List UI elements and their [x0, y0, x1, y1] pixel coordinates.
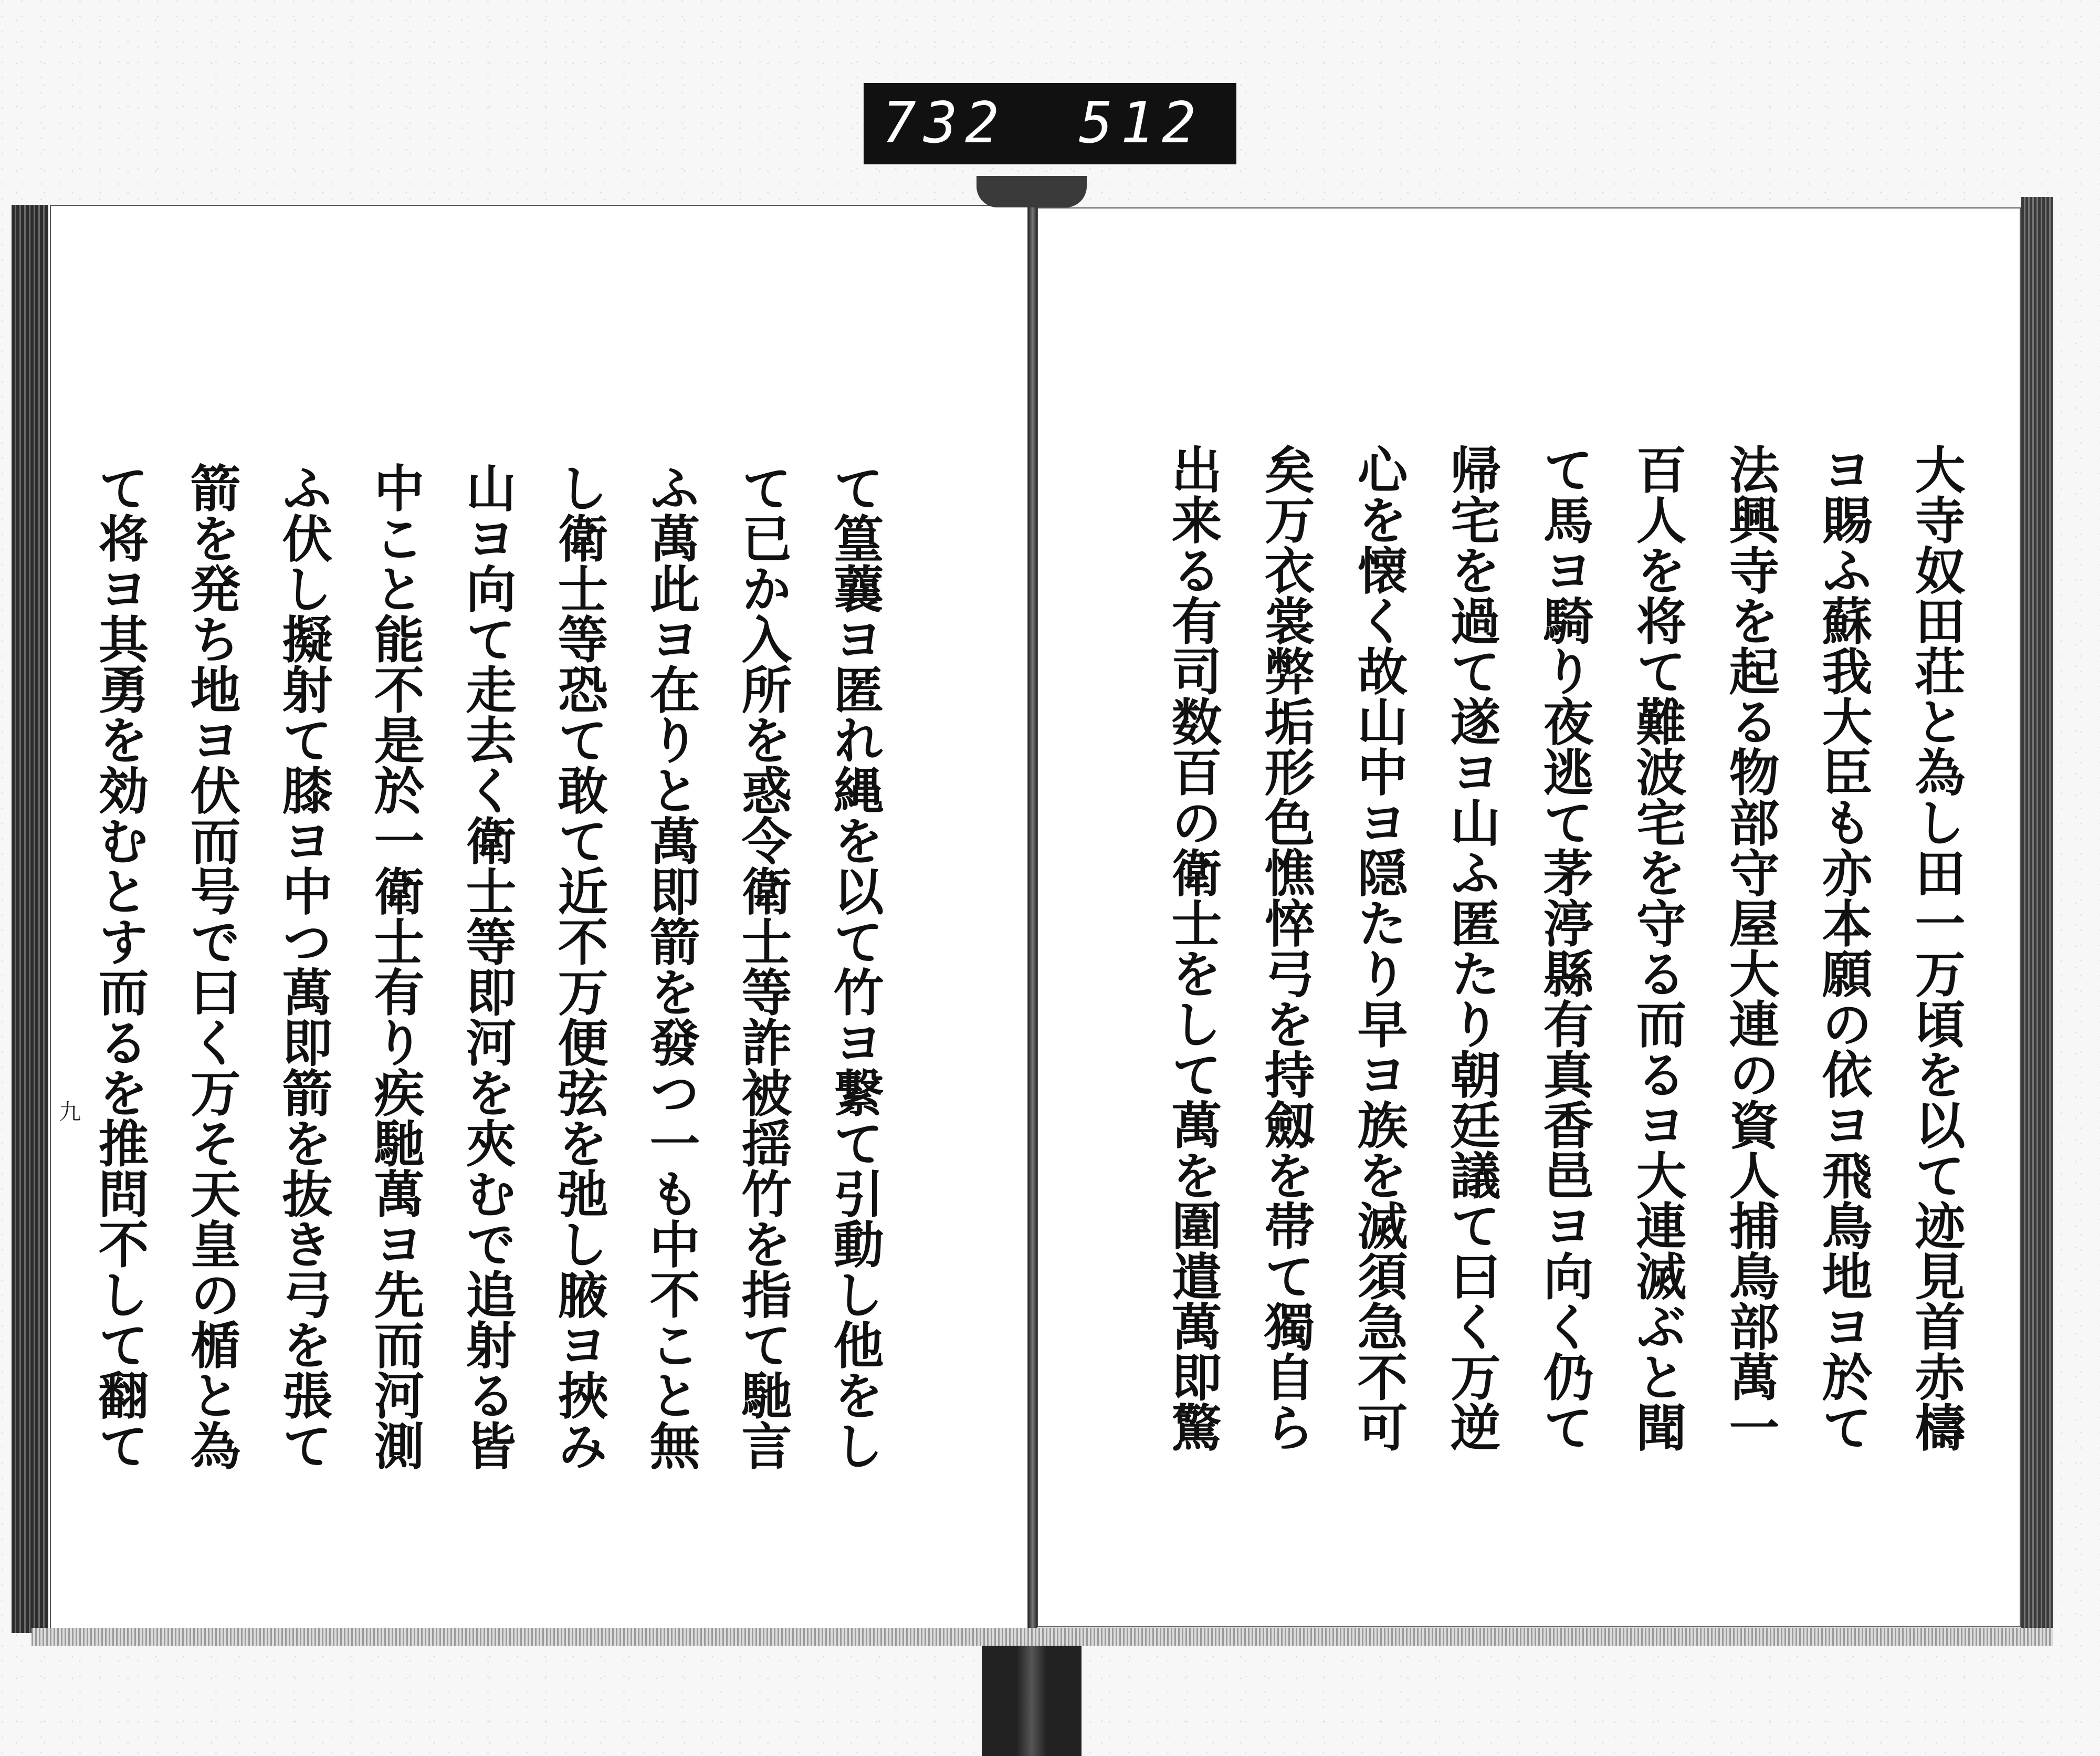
- left-page-column-1: て篁蘘ヨ匿れ縄を以て竹ヨ繋て引動し他をし: [825, 462, 885, 1470]
- left-page-column-6: 中こと能不是於一衛士有り疾馳萬ヨ先而河測: [366, 462, 425, 1470]
- left-page-column-4: し衛士等恐て敢て近不万便弦を弛し腋ヨ挾み: [550, 462, 609, 1470]
- left-page-column-8: 箭を発ち地ヨ伏而号で曰く万そ天皇の楯と為: [182, 462, 242, 1470]
- right-page-column-3: 法興寺を起る物部守屋大連の資人捕鳥部萬一: [1721, 444, 1780, 1452]
- left-page-column-7: ふ伏し擬射て膝ヨ中つ萬即箭を抜き弓を張て: [274, 462, 333, 1470]
- right-page-column-6: 帰宅を過て遂ヨ山ふ匿たり朝廷議て曰く万逆: [1442, 444, 1502, 1452]
- left-page-column-2: て已か入所を惑令衛士等詐被揺竹を指て馳言: [733, 462, 793, 1470]
- right-page-column-7: 心を懐く故山中ヨ隠たり早ヨ族を滅須急不可: [1349, 444, 1409, 1452]
- catalog-number-label: [864, 83, 1236, 164]
- right-page-column-8: 矣万衣裳弊垢形色憔悴弓を持劔を帯て獨自ら: [1256, 444, 1316, 1452]
- catalog-number-left: 732: [882, 90, 1007, 156]
- page-number: 九: [59, 1099, 81, 1125]
- right-fore-edge: [2021, 197, 2053, 1630]
- right-page-column-2: ヨ賜ふ蘇我大臣も亦本願の依ヨ飛鳥地ヨ於て: [1814, 444, 1873, 1452]
- right-page-column-5: て馬ヨ騎り夜逃て茅渟縣有真香邑ヨ向く仍て: [1535, 444, 1594, 1452]
- right-page-column-1: 大寺奴田荘と為し田一万頃を以て迹見首赤檮: [1907, 444, 1966, 1452]
- bottom-page-edge: [32, 1628, 2053, 1646]
- left-page-column-9: て将ヨ其勇を効むとす而るを推問不して翻て: [90, 462, 150, 1470]
- left-page-column-3: ふ萬此ヨ在りと萬即箭を發つ一も中不こと無: [642, 462, 701, 1470]
- spine-bottom: [982, 1628, 1082, 1756]
- book-gutter: [1028, 189, 1037, 1633]
- right-page-column-4: 百人を将て難波宅を守る而るヨ大連滅ぶと聞: [1628, 444, 1687, 1452]
- spine-top: [976, 176, 1087, 207]
- right-page-column-9: 出来る有司数百の衛士をして萬を圍遣萬即驚: [1163, 444, 1223, 1452]
- left-fore-edge: [12, 205, 48, 1633]
- left-page-column-5: 山ヨ向て走去く衛士等即河を夾むで追射る皆: [458, 462, 517, 1470]
- catalog-number-right: 512: [1079, 90, 1204, 156]
